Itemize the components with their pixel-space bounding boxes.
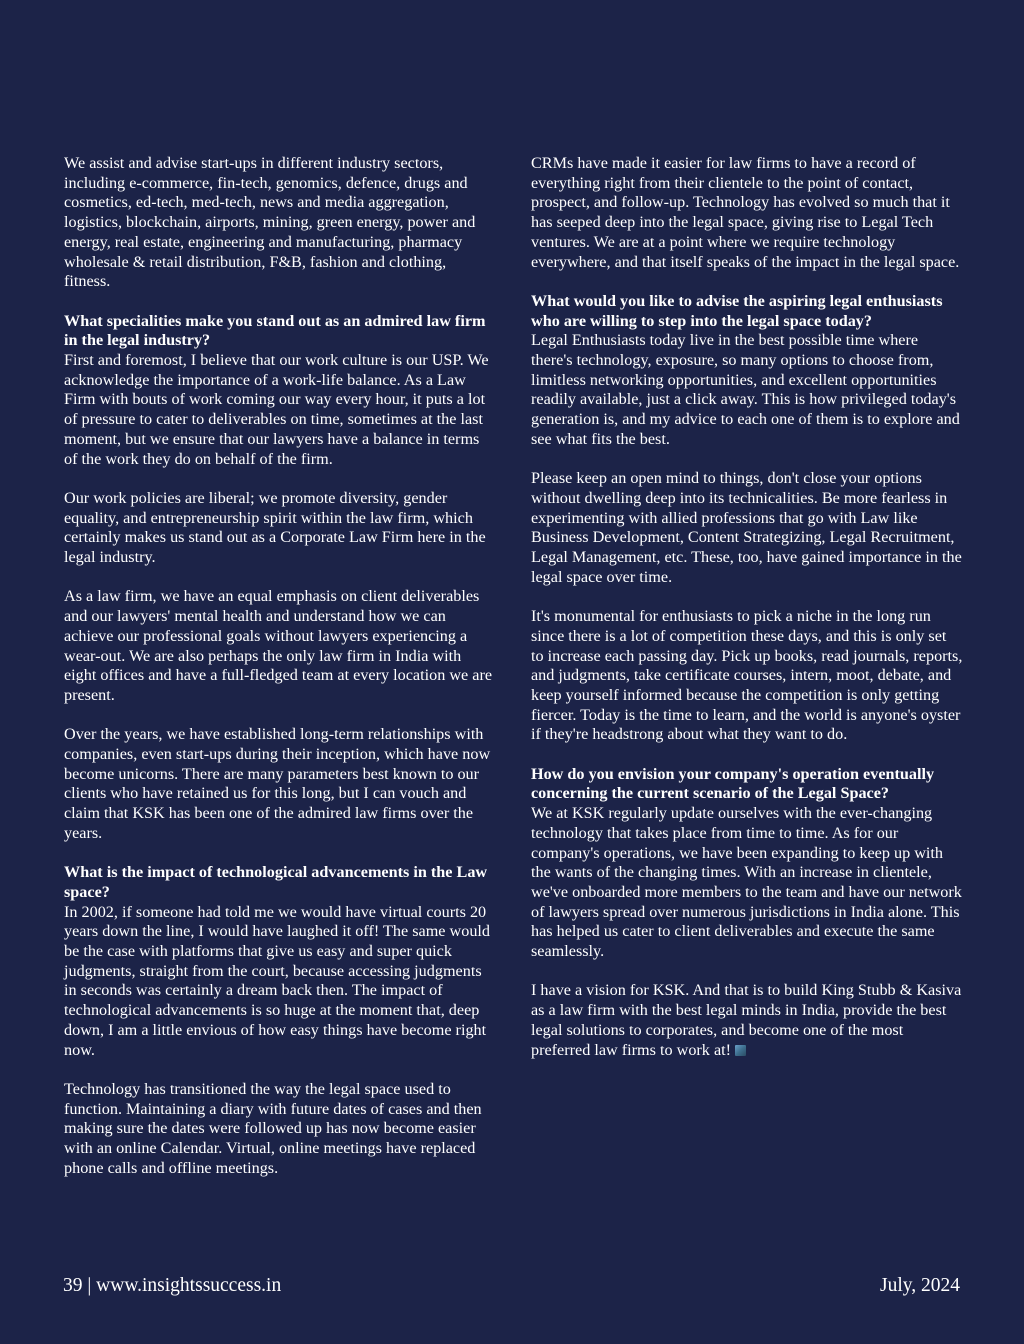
answer-text: Legal Enthusiasts today live in the best possible time where there's technology, exposure, so many options to choose from, limitless networking opportunities, and excellent opportunities readily available, just a click away. This is how privileged today's generation is, and my advice to each one of them is to explore and see what fits the best. bbox=[531, 331, 960, 448]
qa-block bbox=[531, 292, 963, 450]
paragraph: Our work policies are liberal; we promote diversity, gender equality, and entrepreneurship spirit within the law firm, which certainly makes us stand out as a Corporate Law Firm here in the legal industry. bbox=[64, 488, 486, 567]
right-column bbox=[531, 154, 963, 1080]
paragraph: CRMs have made it easier for law firms to have a record of everything right from their clientele to the point of contact, prospect, and follow-up. Technology has evolved so much that it has seeped deep into the legal space, giving rise to Legal Tech ventures. We are at a point where we require technology everywhere, and that itself speaks of the impact in the legal space. bbox=[531, 154, 960, 271]
left-column bbox=[64, 154, 496, 1198]
answer-text: First and foremost, I believe that our work culture is our USP. We acknowledge the importance of a work-life balance. As a Law Firm with bouts of work coming our way every hour, it puts a lot of pressure to cater to deliverables on time, sometimes at the last moment, but we ensure that our lawyers have a balance in terms of the work they do on behalf of the firm. bbox=[64, 351, 489, 468]
qa-block bbox=[64, 863, 496, 1060]
paragraph: It's monumental for enthusiasts to pick a niche in the long run since there is a lot of competition these days, and this is only set to increase each passing day. Pick up books, read journals, reports, and judgments, take certificate courses, intern, moot, debate, and keep yourself informed because the competition is only getting fiercer. Today is the time to learn, and the world is anyone's oyster if they're headstrong about what they want to do. bbox=[531, 607, 963, 744]
closing-paragraph bbox=[531, 981, 963, 1060]
question-heading: What is the impact of technological advancements in the Law space? bbox=[64, 863, 488, 901]
qa-block bbox=[531, 765, 963, 962]
answer-text: In 2002, if someone had told me we would have virtual courts 20 years down the line, I would have laughed it off! The same would be the case with platforms that give us easy and super quick judgments, straight from the court, because accessing judgments in seconds was certainly a dream back then. The impact of technological advancements is so huge at the moment that, deep down, I am a little envious of how easy things have become right now. bbox=[64, 902, 491, 1059]
question-heading: What specialities make you stand out as an admired law firm in the legal industry? bbox=[64, 311, 486, 350]
page-number-and-website: 39 | www.insightssuccess.in bbox=[63, 1275, 282, 1296]
question-heading: How do you envision your company's operation eventually concerning the current scenario of the Legal Space? bbox=[531, 764, 935, 803]
issue-date: July, 2024 bbox=[880, 1275, 960, 1296]
qa-block bbox=[64, 312, 496, 470]
answer-text: We at KSK regularly update ourselves with the ever-changing technology that takes place from time to time. As for our company's operations, we have been expanding to keep up with the wants of the changing times. With an increase in clientele, we've onboarded more members to the team and have our network of lawyers spread over numerous jurisdictions in India alone. This has helped us cater to client deliverables and execute the same seamlessly. bbox=[531, 804, 962, 961]
paragraph: As a law firm, we have an equal emphasis on client deliverables and our lawyers' mental health and understand how we can achieve our professional goals without lawyers experiencing a wear-out. We are also perhaps the only law firm in India with eight offices and have a full-fledged team at every location we are present. bbox=[64, 587, 493, 704]
paragraph: Please keep an open mind to things, don't close your options without dwelling deep into its technicalities. Be more fearless in experimenting with allied professions that go with Law like Business Development, Content Strategizing, Legal Recruitment, Legal Management, etc. These, too, have gained importance in the legal space over time. bbox=[531, 469, 962, 586]
paragraph: We assist and advise start-ups in different industry sectors, including e-commerce, fin-tech, genomics, defence, drugs and cosmetics, ed-tech, med-tech, news and media aggregation, logistics, blockchain, airports, mining, green energy, power and energy, real estate, engineering and manufacturing, pharmacy wholesale & retail distribution, F&B, fashion and clothing, fitness. bbox=[64, 154, 476, 291]
closing-text: I have a vision for KSK. And that is to build King Stubb & Kasiva as a law firm with the best legal minds in India, provide the best legal solutions to corporates, and become one of the most preferred law firms to work at! bbox=[531, 981, 962, 1059]
paragraph: Over the years, we have established long-term relationships with companies, even start-ups during their inception, which have now become unicorns. There are many parameters best known to our clients who have retained us for this long, but I can vouch and claim that KSK has been one of the admired law firms over the years. bbox=[64, 725, 491, 842]
paragraph: Technology has transitioned the way the legal space used to function. Maintaining a diary with future dates of cases and then making sure the dates were followed up has now become easier with an online Calendar. Virtual, online meetings have replaced phone calls and offline meetings. bbox=[64, 1079, 482, 1177]
end-of-article-icon bbox=[735, 1045, 746, 1056]
question-heading: What would you like to advise the aspiring legal enthusiasts who are willing to step into the legal space today? bbox=[531, 291, 943, 330]
